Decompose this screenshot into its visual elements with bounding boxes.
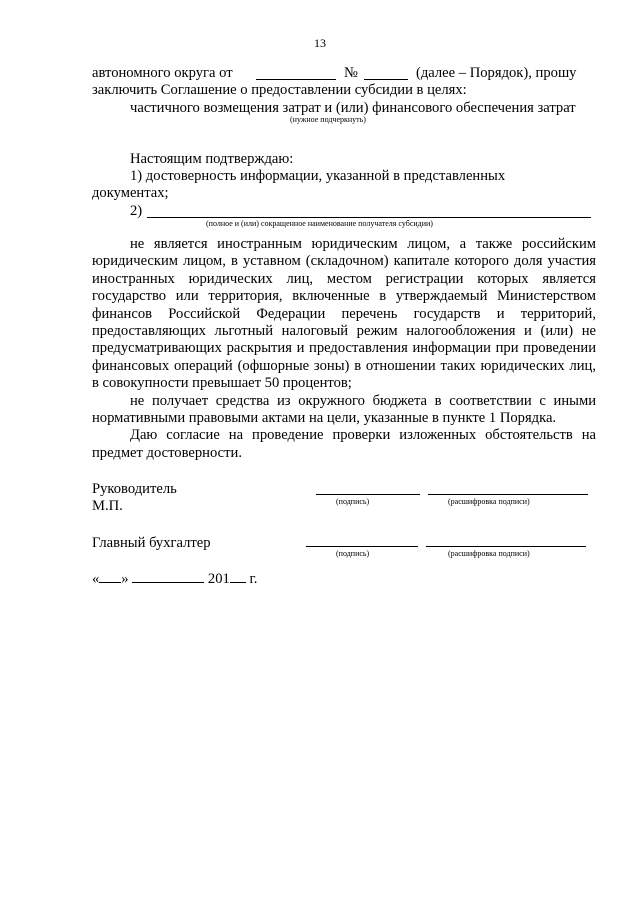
- consent-clause: Даю согласие на проведение проверки изложенных обстоятельств на предмет достоверности.: [92, 427, 596, 461]
- recipient-name-hint: (полное и (или) сокращенное наименование получателя субсидии): [206, 219, 433, 228]
- head-signature-hint: (подпись): [336, 497, 370, 506]
- day-close-quote: »: [121, 571, 129, 587]
- accountant-signature-line[interactable]: [306, 546, 418, 547]
- item2-label: 2): [130, 203, 143, 219]
- purpose-options: частичного возмещения затрат и (или) финансового обеспечения затрат: [130, 100, 576, 116]
- budget-clause: не получает средства из окружного бюджета в соответствии с иными нормативными правовыми актами на цели, указанные в пункте 1 Порядка.: [92, 392, 596, 427]
- head-name-line[interactable]: [428, 494, 588, 495]
- offshore-clause: не является иностранным юридическим лицом, а также российским юридическим лицом, в уставном (складочном) капитале которого доля участия иностранных юридических лиц, местом регистрации которых является государство или территория, включенные в утверждаемый Министерством финансов Российской Федерации перечень государств и территорий, предоставляющих льготный налоговый режим налогообложения и (или) не предусматривающих раскрытия и предоставления информации при проведении финансовых операций (офшорные зоны) в отношении таких юридических лиц, в совокупности превышает 50 процентов;: [92, 236, 596, 392]
- request-line: заключить Соглашение о предоставлении субсидии в целях:: [92, 82, 467, 98]
- header-line-end: (далее – Порядок), прошу: [416, 65, 577, 81]
- header-line-start: автономного округа от: [92, 65, 233, 81]
- purpose-hint: (нужное подчеркнуть): [290, 115, 366, 124]
- declaration-text: [92, 236, 596, 462]
- date-line: [92, 570, 257, 588]
- accountant-title: Главный бухгалтер: [92, 535, 211, 551]
- item1-line1: 1) достоверность информации, указанной в представленных: [130, 168, 506, 184]
- day-blank[interactable]: [99, 570, 121, 583]
- month-blank[interactable]: [132, 570, 204, 583]
- date-blank[interactable]: [256, 79, 336, 80]
- day-open-quote: «: [92, 571, 100, 587]
- head-signature-line[interactable]: [316, 494, 420, 495]
- year-prefix: 201: [207, 571, 230, 587]
- number-blank[interactable]: [364, 79, 408, 80]
- confirm-heading: Настоящим подтверждаю:: [130, 151, 294, 167]
- recipient-name-blank[interactable]: [147, 217, 591, 218]
- year-blank[interactable]: [230, 570, 246, 583]
- year-suffix: г.: [249, 571, 258, 587]
- accountant-name-line[interactable]: [426, 546, 586, 547]
- head-name-hint: (расшифровка подписи): [448, 497, 530, 506]
- page-number: 13: [314, 36, 326, 50]
- head-title: Руководитель: [92, 481, 177, 497]
- number-sign: №: [344, 65, 358, 81]
- seal-label: М.П.: [92, 498, 123, 514]
- accountant-signature-hint: (подпись): [336, 549, 370, 558]
- item1-line2: документах;: [92, 185, 169, 201]
- accountant-name-hint: (расшифровка подписи): [448, 549, 530, 558]
